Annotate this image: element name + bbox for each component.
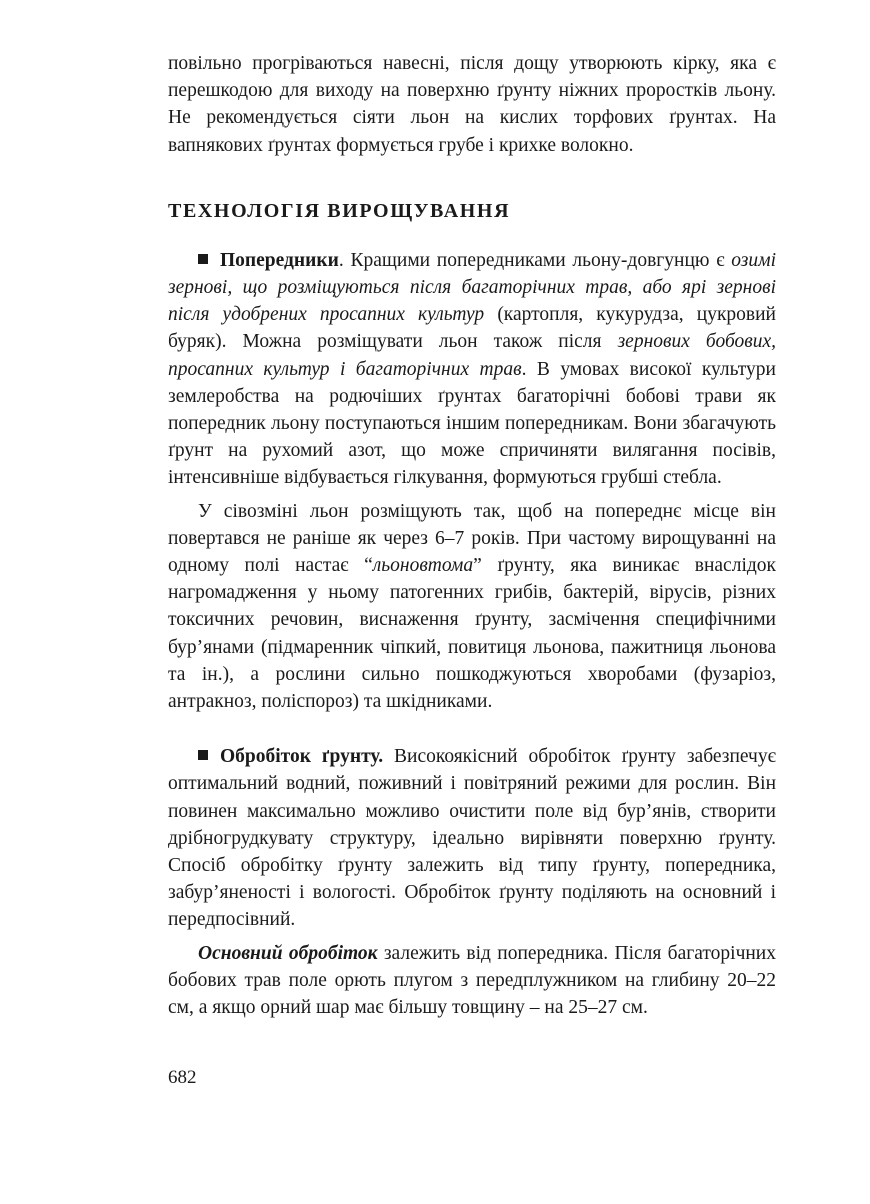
section-heading: ТЕХНОЛОГІЯ ВИРОЩУВАННЯ <box>168 199 511 222</box>
predecessors-italic-1: озимі зернові, що розміщуються після багаторічних трав, або ярі зернові після удобрених просапних культур <box>168 249 776 326</box>
square-bullet-icon <box>198 750 208 760</box>
predecessors-text-2: (картопля, кукурудза, цукровий буряк). Можна розміщувати льон також після <box>168 304 776 353</box>
square-bullet-icon <box>198 254 208 264</box>
predecessors-text-3: . В умовах високої культури землеробства на родючіших ґрунтах багаторічні бобові трави як попередник льону поступаються іншим попередникам. Вони збагачують ґрунт на рухомий азот, що може спричиняти вилягання посівів, інтенсивніше відбувається гілкування, формуються грубші стебла. <box>168 358 776 489</box>
main-tillage-paragraph <box>168 940 776 1022</box>
intro-paragraph: повільно прогріваються навесні, після дощу утворюють кірку, яка є перешкодою для виходу на поверхню ґрунту ніжних проростків льону. Не рекомендується сіяти льон на кислих торфових ґрунтах. На вапнякових ґрунтах формується грубе і крихке волокно. <box>168 53 776 156</box>
tillage-text-1: Високоякісний обробіток ґрунту забезпечує оптимальний водний, поживний і повітряний режими для рослин. Він повинен максимально можливо очистити поле від бур’янів, створити дрібногрудкувату структуру, ідеально вирівняти поверхню ґрунту. Спосіб обробітку ґрунту залежить від типу ґрунту, попередника, забур’яненості і вологості. Обробіток ґрунту поділяють на основний і передпосівний. <box>168 746 776 931</box>
page-number: 682 <box>168 1067 197 1088</box>
main-tillage-lead: Основний обробіток <box>198 942 378 964</box>
predecessors-paragraph <box>168 247 776 492</box>
rotation-text-1: У сівозміні льон розміщують так, щоб на попереднє місце він повертався не раніше як через 6–7 років. При частому вирощуванні на одному полі настає “ <box>168 500 776 577</box>
predecessors-lead: Попередники <box>220 249 339 271</box>
rotation-paragraph <box>168 498 776 716</box>
rotation-text-2: ” ґрунту, яка виникає внаслідок нагромадження у ньому патогенних грибів, бактерій, вірусів, різних токсичних речовин, виснаження ґрунту, засмічення специфічними бур’янами (підмаренник чіпкий, повитиця льонова, пажитниця льонова та ін.), а рослини сильно пошкоджуються хворобами (фузаріоз, антракноз, поліспороз) та шкідниками. <box>168 555 777 713</box>
predecessors-italic-2: зернових бобових, просапних культур і багаторічних трав <box>168 331 776 380</box>
predecessors-text-1: . Кращими попередниками льону-довгунцю є <box>338 249 732 271</box>
rotation-italic-1: льоновтома <box>372 555 474 577</box>
main-tillage-text-1: залежить від попередника. Після багаторічних бобових трав поле орють плугом з передплужником на глибину 20–22 см, а якщо орний шар має більшу товщину – на 25–27 см. <box>168 942 776 1019</box>
page-body <box>168 50 776 1021</box>
tillage-paragraph <box>168 743 776 933</box>
tillage-lead: Обробіток ґрунту. <box>220 746 384 768</box>
